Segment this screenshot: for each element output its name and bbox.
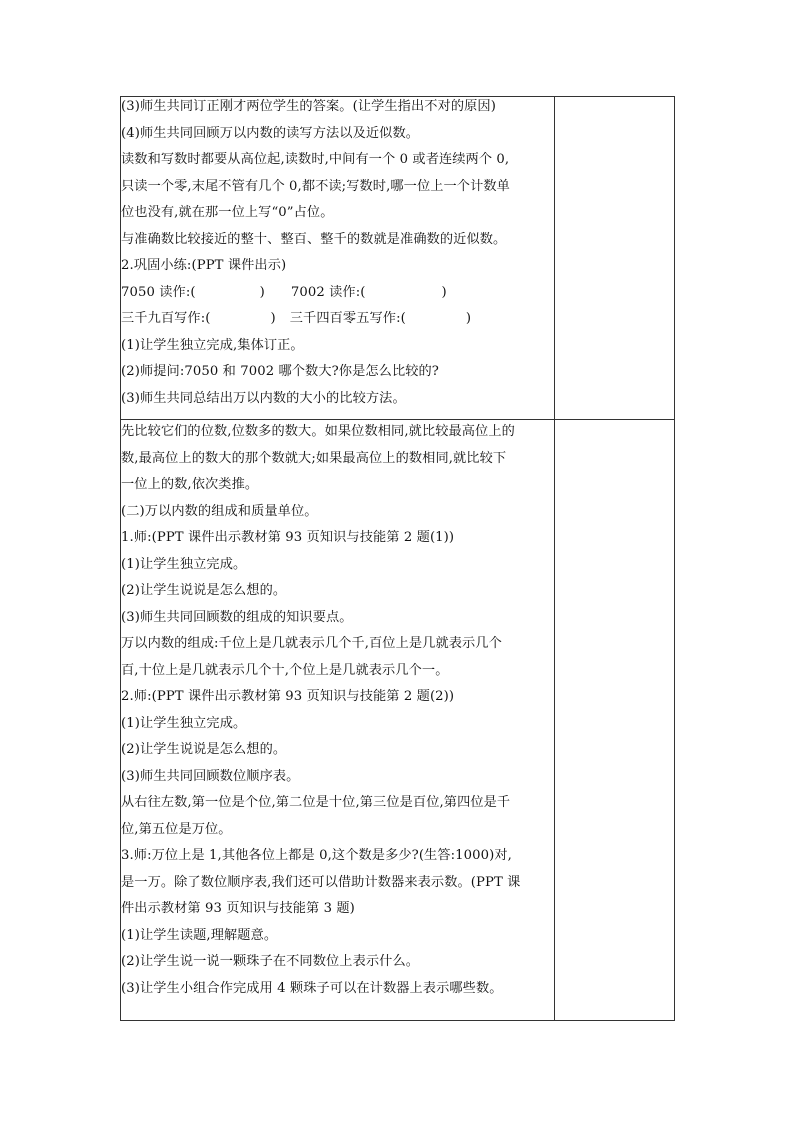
- exercise-item-label: 三千九百写作:(: [121, 311, 211, 326]
- text-line: 从右往左数,第一位是个位,第二位是十位,第三位是百位,第四位是千: [121, 795, 511, 810]
- text-line: (2)让学生说说是怎么想的。: [121, 742, 287, 757]
- text-line: 万以内数的组成:千位上是几就表示几个千,百位上是几就表示几个: [121, 636, 502, 651]
- text-line: (4)师生共同回顾万以内数的读写方法以及近似数。: [121, 125, 420, 141]
- text-line: 件出示教材第 93 页知识与技能第 3 题): [121, 901, 355, 916]
- text-line: (1)让学生独立完成。: [121, 715, 247, 731]
- exercise-item-label: 7002 读作:(: [290, 284, 366, 300]
- exercise-item-close: ): [270, 311, 276, 326]
- exercise-item-close: ): [441, 284, 447, 300]
- table-row: [121, 97, 675, 420]
- notes-cell: [555, 97, 675, 420]
- text-line: 2.师:(PPT 课件出示教材第 93 页知识与技能第 2 题(2)): [121, 689, 455, 704]
- text-line: 先比较它们的位数,位数多的数大。如果位数相同,就比较最高位上的: [121, 424, 515, 439]
- text-line: 3.师:万位上是 1,其他各位上都是 0,这个数是多少?(生答:1000)对,: [121, 848, 512, 863]
- text-line: (3)师生共同总结出万以内数的大小的比较方法。: [121, 390, 406, 406]
- text-line: (2)让学生说说是怎么想的。: [121, 583, 287, 598]
- text-line: 一位上的数,依次类推。: [121, 477, 259, 492]
- text-line: 与准确数比较接近的整十、整百、整千的数就是准确数的近似数。: [121, 231, 507, 247]
- text-line: 读数和写数时都要从高位起,读数时,中间有一个 0 或者连续两个 0,: [121, 152, 510, 167]
- text-line: 百,十位上是几就表示几个十,个位上是几就表示几个一。: [121, 662, 449, 678]
- lesson-plan-table: [120, 96, 675, 1021]
- text-line: (1)让学生独立完成。: [121, 556, 247, 572]
- content-cell: [121, 97, 555, 420]
- exercise-line: [121, 280, 554, 307]
- text-line: (2)让学生说一说一颗珠子在不同数位上表示什么。: [121, 954, 420, 969]
- text-line: 位,第五位是万位。: [121, 821, 232, 837]
- section-heading: (二)万以内数的组成和质量单位。: [121, 503, 318, 519]
- text-line: 是一万。除了数位顺序表,我们还可以借助计数器来表示数。(PPT 课: [121, 874, 521, 890]
- notes-cell: [555, 420, 675, 1021]
- text-line: (3)师生共同回顾数位顺序表。: [121, 768, 300, 784]
- text-line: (1)让学生独立完成,集体订正。: [121, 337, 304, 353]
- content-cell: [121, 420, 555, 1021]
- exercise-item-label: 7050 读作:(: [121, 284, 196, 300]
- exercise-item-close: ): [259, 284, 265, 300]
- text-line: 2.巩固小练:(PPT 课件出示): [121, 258, 287, 273]
- text-line: 1.师:(PPT 课件出示教材第 93 页知识与技能第 2 题(1)): [121, 530, 455, 545]
- text-line: (2)师提问:7050 和 7002 哪个数大?你是怎么比较的?: [121, 364, 439, 379]
- text-line: (1)让学生读题,理解题意。: [121, 927, 278, 943]
- exercise-item-close: ): [465, 311, 472, 326]
- exercise-item-label: 三千四百零五写作:(: [289, 311, 406, 326]
- text-line: (3)师生共同回顾数的组成的知识要点。: [121, 609, 353, 625]
- exercise-line: [121, 306, 554, 333]
- text-line: (3)让学生小组合作完成用 4 颗珠子可以在计数器上表示哪些数。: [121, 980, 503, 996]
- text-line: 只读一个零,末尾不管有几个 0,都不读;写数时,哪一位上一个计数单: [121, 178, 510, 194]
- text-line: 数,最高位上的数大的那个数就大;如果最高位上的数相同,就比较下: [121, 450, 507, 466]
- table-row: [121, 420, 675, 1021]
- text-line: 位也没有,就在那一位上写“0”占位。: [121, 205, 334, 220]
- text-line: (3)师生共同订正刚才两位学生的答案。(让学生指出不对的原因): [121, 99, 496, 114]
